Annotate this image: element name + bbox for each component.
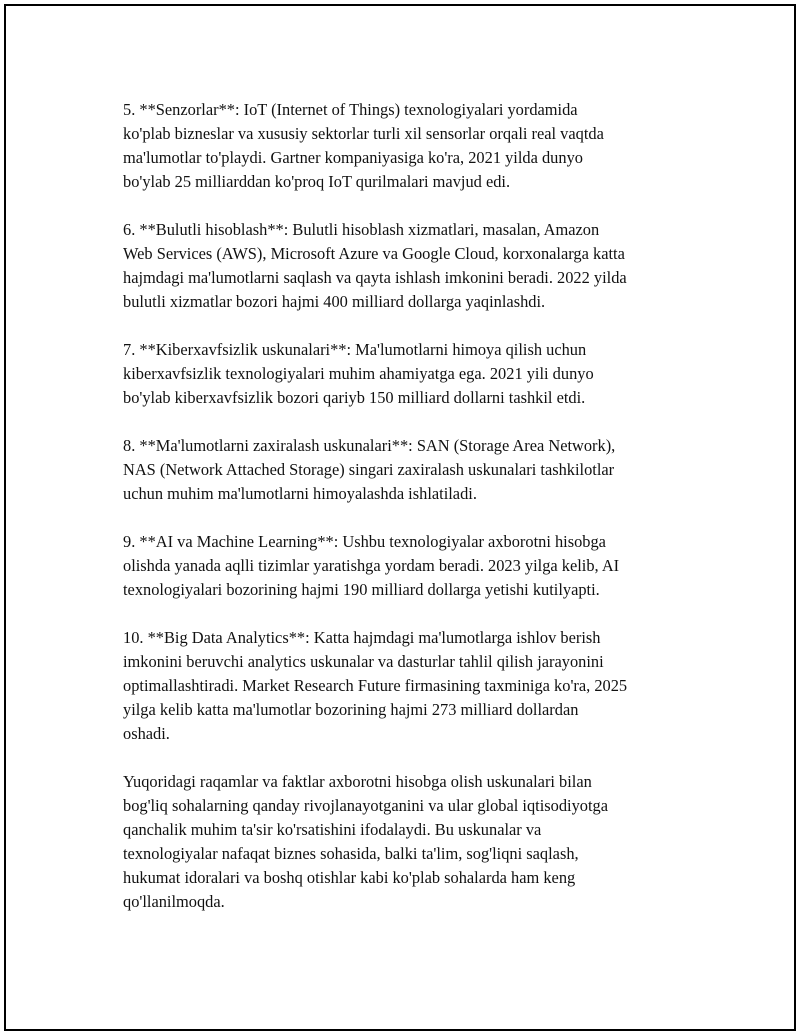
page-frame (4, 4, 796, 1031)
paragraph-kiberxavfsizlik: 7. **Kiberxavfsizlik uskunalari**: Ma'lumotlarni himoya qilish uchun kiberxavfsizlik texnologiyalari muhim ahamiyatga ega. 2021 yili dunyo bo'ylab kiberxavfsizlik bozori qariyb 150 milliard dollarni tashkil etdi. (123, 340, 594, 407)
paragraph-conclusion: Yuqoridagi raqamlar va faktlar axborotni hisobga olish uskunalari bilan bog'liq sohalarning qanday rivojlanayotganini va ular global iqtisodiyotga qanchalik muhim ta'sir ko'rsatishini ifodalaydi. Bu uskunalar va texnologiyalar nafaqat biznes sohasida, balki ta'lim, sog'liqni saqlash, hukumat idoralari va boshq otishlar kabi ko'plab sohalarda ham keng qo'llanilmoqda. (123, 772, 609, 911)
paragraph-zaxiralash: 8. **Ma'lumotlarni zaxiralash uskunalari**: SAN (Storage Area Network), NAS (Network Attached Storage) singari zaxiralash uskunalari tashkilotlar uchun muhim ma'lumotlarni himoyalashda ishlatiladi. (123, 436, 616, 503)
paragraph-bulutli-hisoblash: 6. **Bulutli hisoblash**: Bulutli hisoblash xizmatlari, masalan, Amazon Web Services (AWS), Microsoft Azure va Google Cloud, korxonalarga katta hajmdagi ma'lumotlarni saqlash va qayta ishlash imkonini beradi. 2022 yilda bulutli xizmatlar bozori hajmi 400 milliard dollarga yaqinlashdi. (123, 220, 627, 311)
paragraph-senzorlar: 5. **Senzorlar**: IoT (Internet of Things) texnologiyalari yordamida ko'plab bizneslar va xususiy sektorlar turli xil sensorlar orqali real vaqtda ma'lumotlar to'playdi. Gartner kompaniyasiga ko'ra, 2021 yilda dunyo bo'ylab 25 milliarddan ko'proq IoT qurilmalari mavjud edi. (123, 100, 604, 191)
paragraph-big-data: 10. **Big Data Analytics**: Katta hajmdagi ma'lumotlarga ishlov berish imkonini beruvchi analytics uskunalar va dasturlar tahlil qilish jarayonini optimallashtiradi. Market Research Future firmasining taxminiga ko'ra, 2025 yilga kelib katta ma'lumotlar bozorining hajmi 273 milliard dollardan oshadi. (123, 628, 628, 743)
document-body (123, 98, 713, 938)
paragraph-ai-ml: 9. **AI va Machine Learning**: Ushbu texnologiyalar axborotni hisobga olishda yanada aqlli tizimlar yaratishga yordam beradi. 2023 yilga kelib, AI texnologiyalari bozorining hajmi 190 milliard dollarga yetishi kutilyapti. (123, 532, 620, 599)
